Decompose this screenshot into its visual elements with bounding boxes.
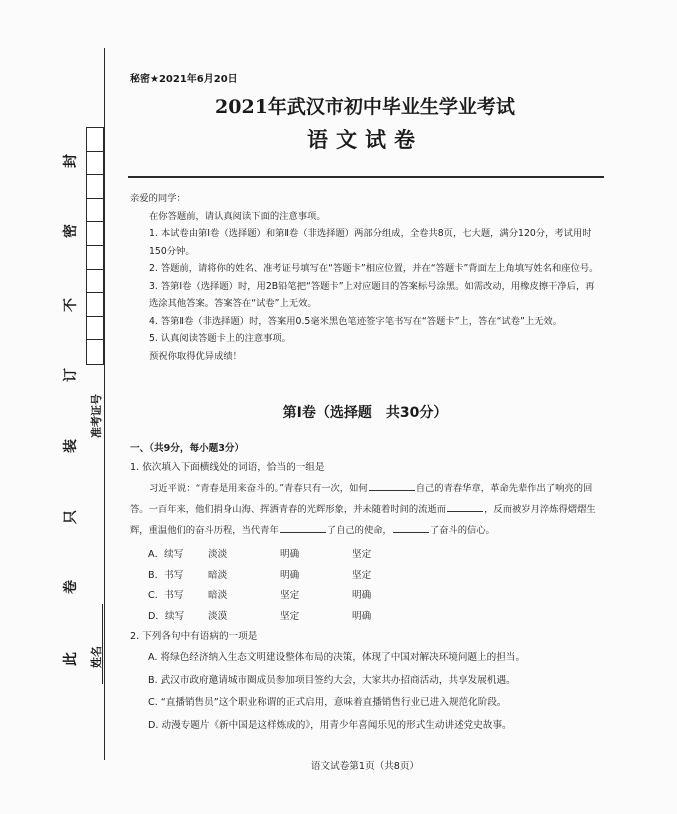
option-word: 明确	[352, 610, 372, 622]
exam-number-box[interactable]	[87, 128, 103, 152]
choice-a: A. 将绿色经济纳入生态文明建设整体布局的决策，体现了中国对解决环境问题上的担当。	[148, 652, 526, 663]
notice-item: 1. 本试卷由第Ⅰ卷（选择题）和第Ⅱ卷（非选择题）两部分组成，全卷共8页，七大题，满分120分，考试用时150分钟。	[149, 228, 592, 257]
option-word: 坚定	[352, 569, 372, 581]
part-heading: 一、（共9分，每小题3分）	[130, 443, 245, 454]
exam-number-boxes[interactable]	[86, 127, 104, 365]
fill-blank-1	[369, 489, 415, 491]
option-word: 暗淡	[208, 590, 228, 601]
exam-number-box[interactable]	[87, 293, 103, 317]
exam-number-box[interactable]	[87, 340, 103, 364]
exam-number-box[interactable]	[87, 222, 103, 246]
question-area	[130, 440, 602, 737]
notice-item: 5. 认真阅读答题卡上的注意事项。	[149, 333, 291, 344]
option-label: A．续写	[148, 549, 184, 560]
binding-char-ding: 订	[63, 368, 79, 382]
notice-intro: 在你答题前，请认真阅读下面的注意事项。	[149, 210, 326, 222]
passage-text: 了奋斗的信心。	[429, 525, 495, 536]
binding-char-ci: 此	[63, 652, 79, 666]
option-label: D．续写	[148, 610, 185, 622]
binding-char-zhi: 只	[63, 510, 79, 524]
exam-number-box[interactable]	[87, 175, 103, 199]
notice-block	[130, 190, 602, 365]
choice-c: C. “直播销售员”这个职业称谓的正式启用，意味着直播销售行业已进入规范化阶段。	[148, 697, 507, 708]
option-label: C．书写	[148, 590, 184, 601]
choice-d: D. 动漫专题片《新中国是这样炼成的》，用青少年喜闻乐见的形式生动讲述党史故事。	[148, 719, 512, 731]
binding-char-zhuang: 装	[63, 439, 79, 453]
notice-item: 4. 答第Ⅱ卷（非选择题）时，答案用0.5毫米黑色笔迹签字笔书写在“答题卡”上，答在“试卷”上无效。	[149, 315, 563, 327]
question-1-options	[148, 545, 602, 627]
name-label: 姓名	[90, 646, 103, 668]
choice-b: B. 武汉市政府邀请城市圈成员参加项目签约大会，大家共办招商活动，共享发展机遇。	[148, 674, 516, 686]
binding-char-bu: 不	[63, 298, 79, 312]
exam-title: 2021年武汉市初中毕业生学业考试	[215, 96, 515, 118]
question-2-stem: 2. 下列各句中有语病的一项是	[130, 631, 258, 642]
binding-line	[104, 48, 105, 760]
exam-number-box[interactable]	[87, 199, 103, 223]
exam-number-label: 准考证号	[90, 394, 103, 438]
exam-number-box[interactable]	[87, 317, 103, 341]
option-row-d	[148, 607, 602, 628]
exam-number-box[interactable]	[87, 152, 103, 176]
option-label: B．书写	[148, 569, 184, 581]
question-1-passage	[130, 478, 602, 541]
option-word: 明确	[280, 549, 300, 560]
notice-item: 3. 答第Ⅰ卷（选择题）时，用2B铅笔把“答题卡”上对应题目的答案标号涂黑。如需改动，用橡皮擦干净后，再选涂其他答案。答案答在“试卷”上无效。	[149, 280, 595, 309]
question-2-choices	[148, 647, 602, 737]
option-word: 坚定	[352, 549, 372, 560]
option-word: 淡淡	[208, 549, 228, 560]
notice-wish: 预祝你取得优异成绩！	[149, 350, 242, 362]
binding-char-feng: 封	[63, 154, 79, 168]
header-divider	[128, 176, 604, 178]
option-row-c	[148, 586, 602, 607]
passage-text: ，反而被岁月淬炼得熠熠生辉，重温他们的奋斗历程，当代青年	[130, 504, 596, 536]
fill-blank-3	[280, 531, 326, 533]
passage-text: 自己的青春华章，革命先辈作出了响亮的回答。一百年来，他们捐身山海、挥洒青春的光辉形象，并未随着时间的流逝而	[130, 483, 593, 515]
option-word: 坚定	[280, 610, 300, 622]
option-word: 明确	[280, 569, 300, 581]
exam-number-box[interactable]	[87, 246, 103, 270]
option-word: 坚定	[280, 590, 300, 601]
option-word: 淡漠	[208, 610, 228, 622]
notice-item: 2. 答题前，请将你的姓名、准考证号填写在“答题卡”相应位置，并在“答题卡”背面左上角填写姓名和座位号。	[149, 263, 599, 274]
exam-number-box[interactable]	[87, 270, 103, 294]
option-word: 明确	[352, 590, 372, 601]
name-field-line[interactable]	[102, 604, 103, 684]
fill-blank-4	[393, 531, 429, 533]
option-word: 暗淡	[208, 569, 228, 581]
option-row-b	[148, 566, 602, 587]
notice-greeting: 亲爱的同学：	[130, 193, 186, 204]
paper-subtitle: 语文试卷	[307, 127, 423, 152]
fill-blank-2	[447, 510, 483, 512]
binding-char-mi: 密	[63, 224, 79, 238]
question-1-stem: 1. 依次填入下面横线处的词语，恰当的一组是	[130, 462, 325, 473]
passage-text: 习近平说：“青春是用来奋斗的。”青春只有一次，如何	[149, 483, 368, 494]
secret-date-line: 秘密★2021年6月20日	[130, 74, 238, 85]
binding-char-juan: 卷	[63, 580, 79, 594]
page-footer: 语文试卷第1页（共8页）	[310, 761, 420, 772]
passage-text: 了自己的使命，	[326, 525, 392, 536]
section-title: 第Ⅰ卷（选择题 共30分）	[282, 405, 448, 421]
option-row-a	[148, 545, 602, 566]
